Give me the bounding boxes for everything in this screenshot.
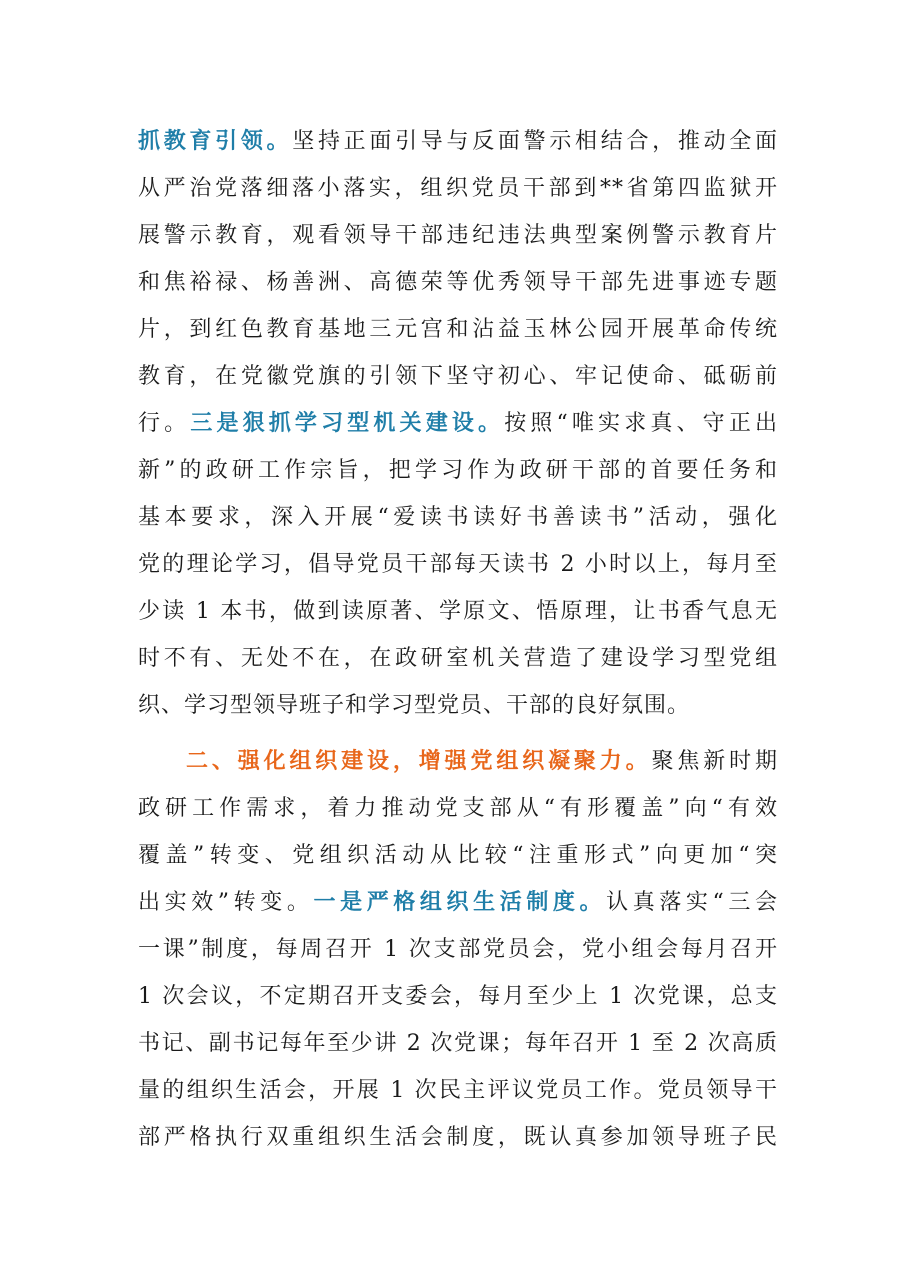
text-line: 量的组织生活会，开展 1 次民主评议党员工作。党员领导干 [138, 1078, 778, 1103]
text-line [138, 118, 778, 165]
text-line: 覆盖”转变、党组织活动从比较“注重形式”向更加“突 [138, 843, 778, 868]
text-line: 一课”制度，每周召开 1 次支部党员会，党小组会每月召开 [138, 937, 778, 962]
section-heading-organization: 二、强化组织建设，增强党组织凝聚力。 [186, 748, 652, 774]
text-line: 织、学习型领导班子和学习型党员、干部的良好氛围。 [138, 693, 691, 718]
text-span: 行。 [138, 411, 191, 436]
text-line: 片，到红色教育基地三元宫和沾益玉林公园开展革命传统 [138, 317, 778, 342]
text-span: 坚持正面引导与反面警示相结合，推动全面 [292, 129, 778, 154]
text-line: 从严治党落细落小落实，组织党员干部到**省第四监狱开 [138, 176, 778, 201]
text-line: 1 次会议，不定期召开支委会，每月至少上 1 次党课，总支 [138, 984, 778, 1009]
text-line: 书记、副书记每年至少讲 2 次党课；每年召开 1 至 2 次高质 [138, 1031, 778, 1056]
text-line: 基本要求，深入开展“爱读书读好书善读书”活动，强化 [138, 505, 778, 530]
text-line: 党的理论学习，倡导党员干部每天读书 2 小时以上，每月至 [138, 552, 778, 577]
text-span: 聚焦新时期 [651, 749, 778, 774]
text-span: 认真落实“三会 [606, 890, 778, 915]
text-line [138, 738, 778, 785]
paragraph-organization [138, 738, 778, 1161]
paragraph-education [138, 118, 778, 729]
text-span: 按照“唯实求真、守正出 [504, 411, 778, 436]
text-line: 少读 1 本书，做到读原著、学原文、悟原理，让书香气息无 [138, 599, 778, 624]
text-line: 教育，在党徽党旗的引领下坚守初心、牢记使命、砥砺前 [138, 364, 778, 389]
text-line: 政研工作需求，着力推动党支部从“有形覆盖”向“有效 [138, 796, 778, 821]
text-span: 出实效”转变。 [138, 890, 314, 915]
text-line [138, 400, 778, 447]
subheading-education: 抓教育引领。 [138, 128, 293, 154]
text-line: 和焦裕禄、杨善洲、高德荣等优秀领导干部先进事迹专题 [138, 270, 778, 295]
text-line: 部严格执行双重组织生活会制度，既认真参加领导班子民 [138, 1125, 778, 1150]
text-line: 展警示教育，观看领导干部违纪违法典型案例警示教育片 [138, 223, 778, 248]
text-line: 时不有、无处不在，在政研室机关营造了建设学习型党组 [138, 646, 778, 671]
subheading-learning-organ: 三是狠抓学习型机关建设。 [190, 410, 505, 436]
text-line: 新”的政研工作宗旨，把学习作为政研干部的首要任务和 [138, 458, 778, 483]
text-line [138, 879, 778, 926]
subheading-org-life: 一是严格组织生活制度。 [313, 889, 607, 915]
